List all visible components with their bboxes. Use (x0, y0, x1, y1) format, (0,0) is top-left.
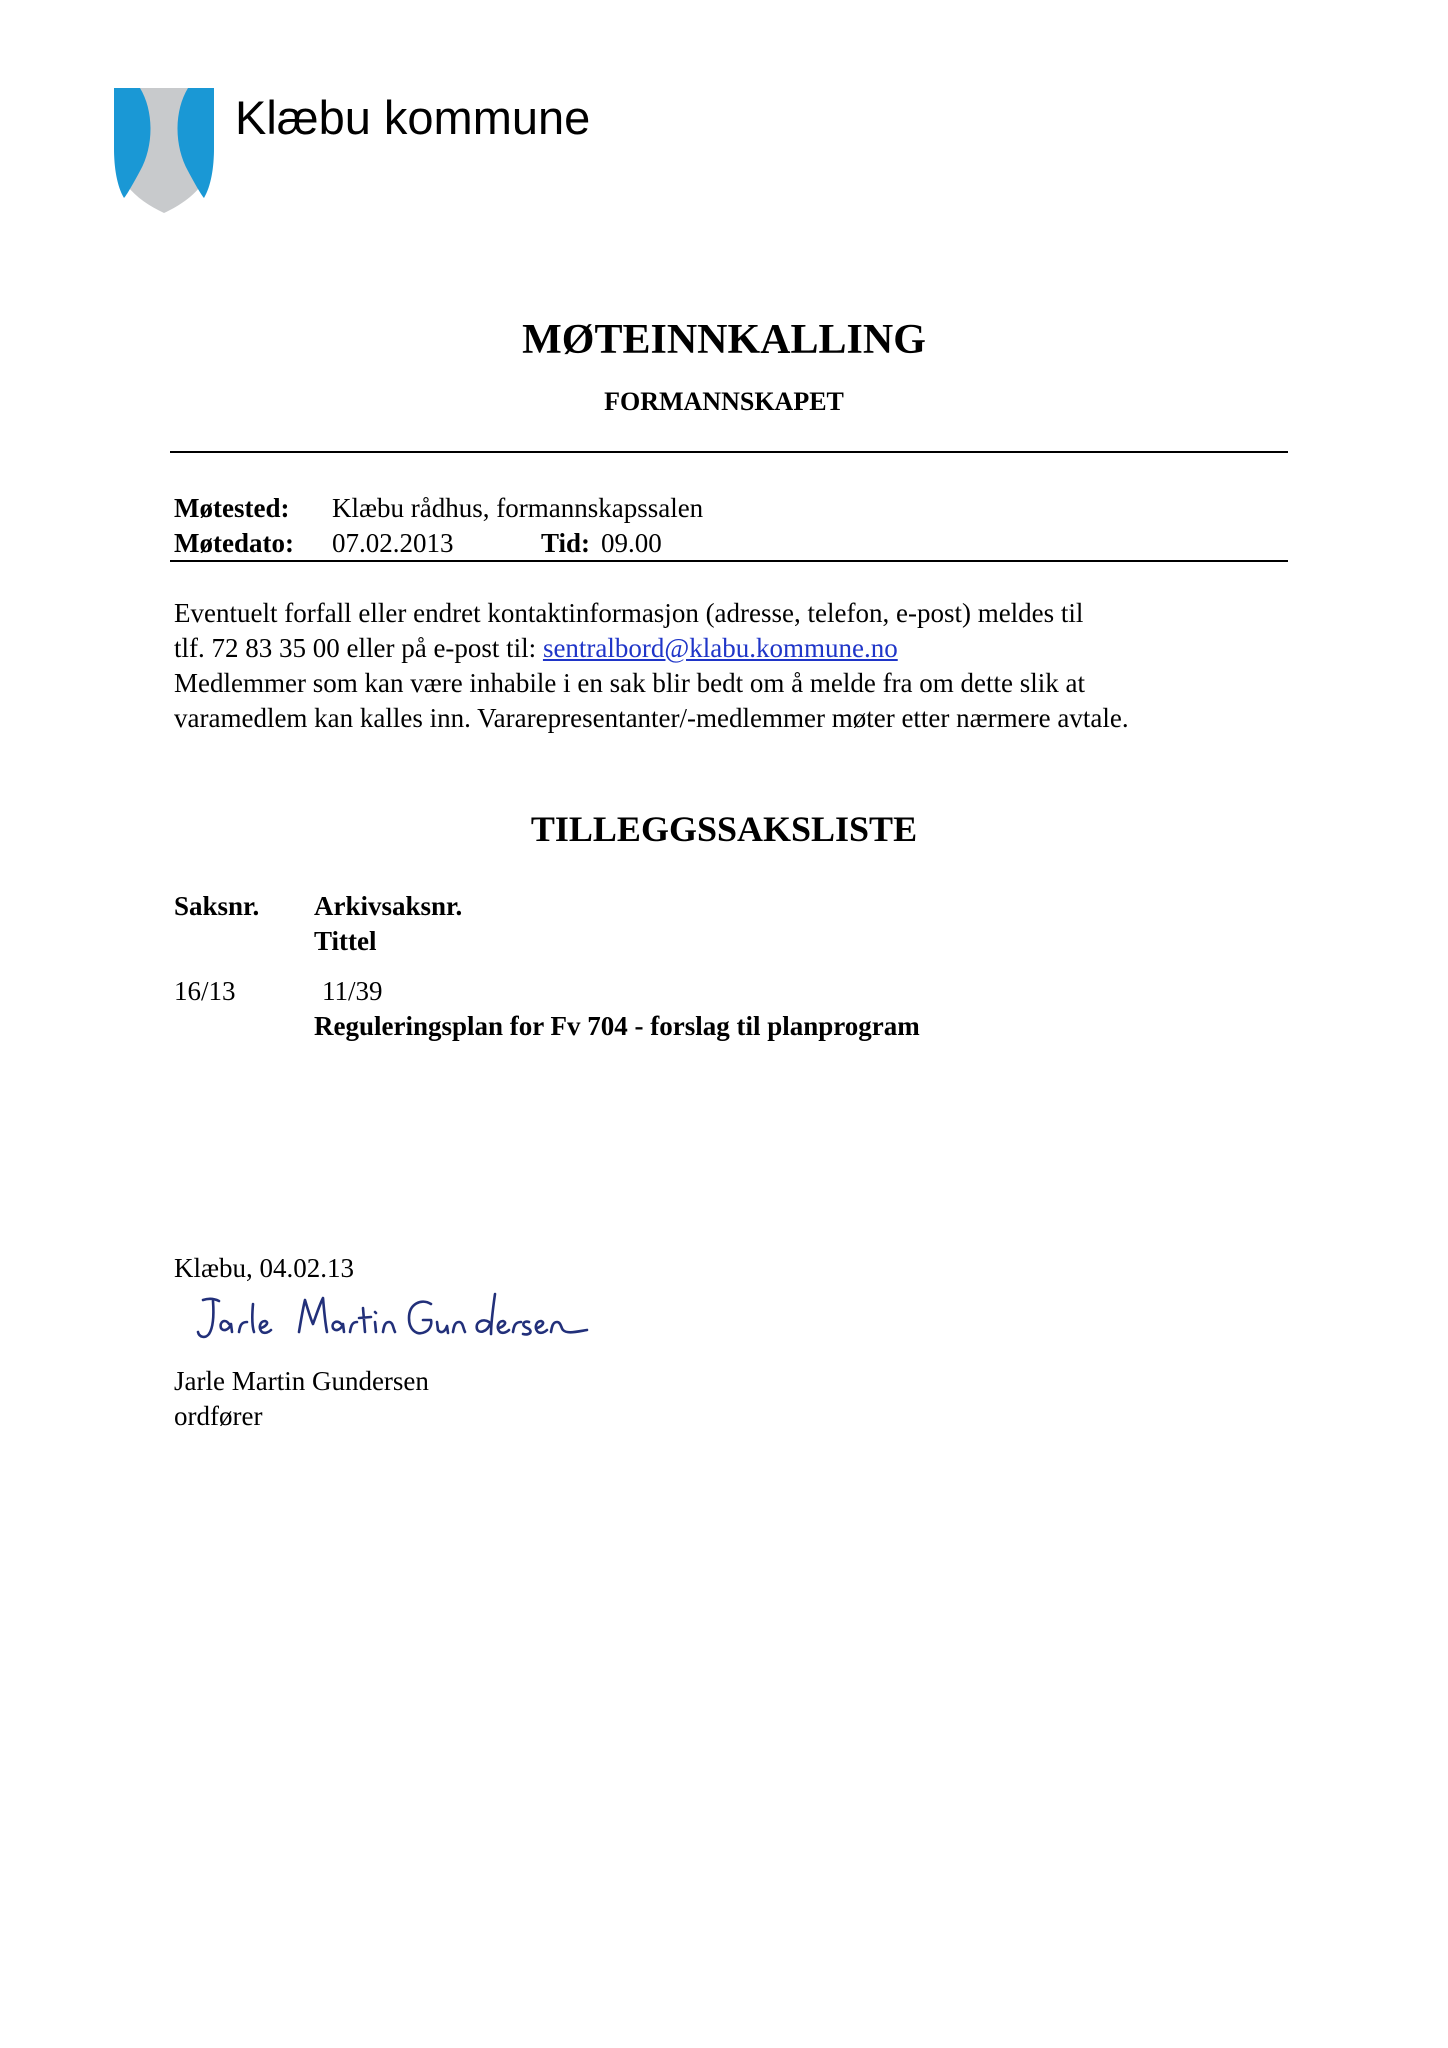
email-link[interactable]: sentralbord@klabu.kommune.no (542, 633, 898, 663)
divider-top (170, 451, 1288, 453)
committee-name: FORMANNSKAPET (604, 387, 844, 416)
meeting-time-label: Tid: (541, 528, 591, 558)
column-header-archive-no: Arkivsaksnr. (314, 891, 463, 921)
notice-line-1: Eventuelt forfall eller endret kontaktinformasjon (adresse, telefon, e-post) meldes til (174, 598, 1084, 628)
meeting-time-value: 09.00 (601, 528, 662, 558)
notice-line-2 (174, 631, 1284, 666)
notice-line-3: Medlemmer som kan være inhabile i en sak blir bedt om å melde fra om dette slik at (174, 668, 1085, 698)
archive-case-number: 11/39 (322, 976, 383, 1006)
place-and-date: Klæbu, 04.02.13 (174, 1253, 355, 1283)
notice-line-4: varamedlem kan kalles inn. Vararepresentanter/-medlemmer møter etter nærmere avtale. (174, 703, 1129, 733)
meeting-date-label: Møtedato: (174, 528, 294, 558)
municipality-logo (112, 86, 216, 214)
case-title: Reguleringsplan for Fv 704 - forslag til planprogram (314, 1011, 920, 1041)
notice-paragraph (174, 596, 1284, 736)
column-header-title: Tittel (314, 926, 377, 956)
signer-name: Jarle Martin Gundersen (174, 1366, 429, 1396)
signer-role: ordfører (174, 1401, 263, 1431)
meeting-place-value: Klæbu rådhus, formannskapssalen (332, 493, 704, 523)
case-list-title: TILLEGGSSAKSLISTE (530, 809, 918, 849)
document-title: MØTEINNKALLING (522, 317, 926, 363)
handwritten-signature (195, 1290, 595, 1350)
case-number: 16/13 (174, 976, 236, 1006)
signer-block (174, 1364, 429, 1434)
meeting-place-label: Møtested: (174, 493, 290, 523)
meeting-date-value: 07.02.2013 (332, 528, 454, 558)
divider-bottom (170, 560, 1288, 562)
column-header-case-no: Saksnr. (174, 891, 260, 921)
municipality-name: Klæbu kommune (235, 91, 591, 144)
notice-phone-text: tlf. 72 83 35 00 eller på e-post til: (174, 633, 543, 663)
